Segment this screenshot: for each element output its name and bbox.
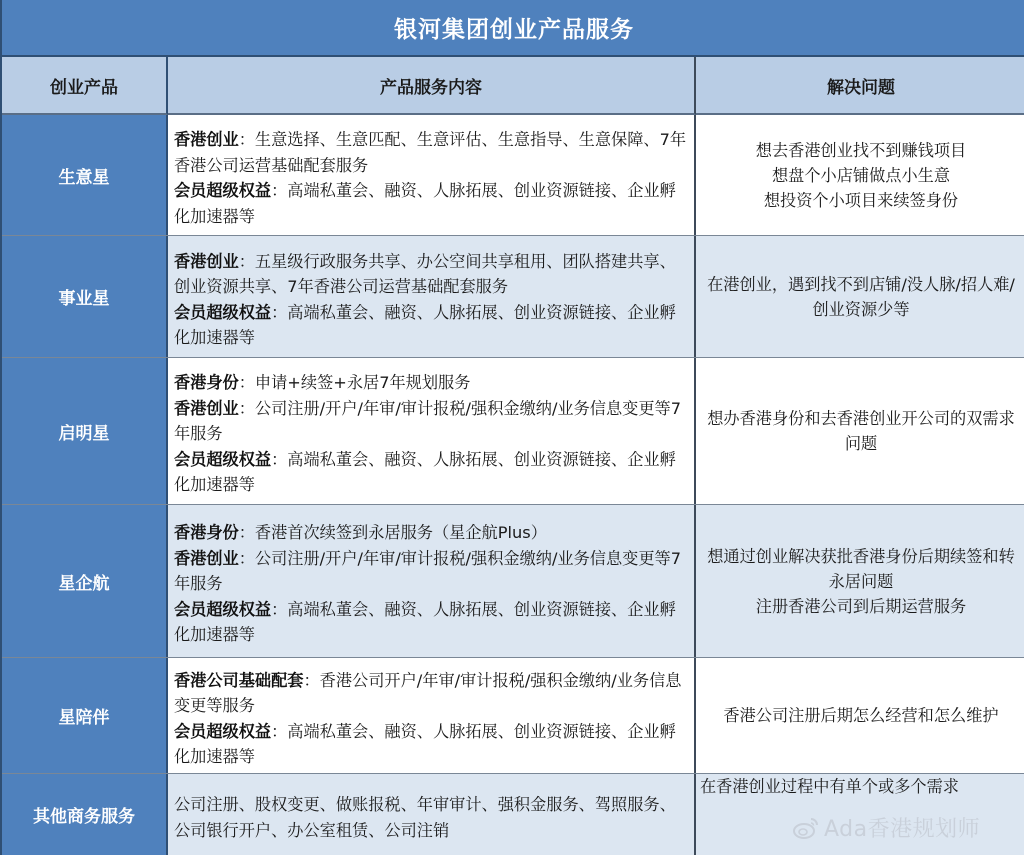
service-content (168, 505, 696, 657)
content-label: 香港创业 (174, 130, 239, 149)
problem-cell (696, 236, 1024, 357)
content-label: 会员超级权益 (174, 181, 272, 200)
content-line (174, 396, 688, 447)
weibo-icon (792, 816, 820, 840)
content-line (174, 597, 688, 648)
service-content (168, 358, 696, 504)
service-content (168, 115, 696, 235)
content-text: ：高端私董会、融资、人脉拓展、创业资源链接、企业孵化加速器等 (174, 721, 676, 766)
header-content: 产品服务内容 (168, 57, 696, 115)
content-text: ：申请+续签+永居7年规划服务 (238, 373, 471, 393)
content-line (174, 249, 688, 300)
content-label: 会员超级权益 (174, 721, 272, 741)
problem-cell (696, 358, 1024, 504)
content-line (174, 370, 688, 396)
product-name: 启明星 (2, 358, 168, 504)
product-name: 事业星 (2, 236, 168, 357)
content-label: 会员超级权益 (174, 449, 272, 469)
problem-cell (696, 658, 1024, 773)
watermark (792, 812, 980, 843)
content-text: ：生意选择、生意匹配、生意评估、生意指导、生意保障、7年香港公司运营基础配套服务 (174, 130, 687, 175)
table-row (2, 658, 1024, 774)
content-label: 香港创业 (174, 398, 239, 418)
problem-line: 香港公司注册后期怎么经营和怎么维护 (723, 706, 999, 725)
content-line (174, 447, 688, 498)
content-label: 香港身份 (174, 523, 239, 543)
table-row (2, 115, 1024, 236)
problem-line: 在港创业，遇到找不到店铺/没人脉/招人难/创业资源少等 (707, 274, 1015, 319)
problem-cell (696, 115, 1024, 235)
problem-line: 想投资个小项目来续签身份 (763, 190, 959, 210)
product-name: 星陪伴 (2, 658, 168, 773)
problem-line: 在香港创业过程中有单个或多个需求 (700, 777, 959, 796)
problem-line: 想办香港身份和去香港创业开公司的双需求问题 (707, 409, 1015, 453)
content-text: 公司注册、股权变更、做账报税、年审审计、强积金服务、驾照服务、公司银行开户、办公室租赁、公司注销 (174, 795, 676, 840)
content-line (174, 520, 688, 546)
content-label: 会员超级权益 (174, 302, 272, 322)
content-label: 会员超级权益 (174, 599, 272, 619)
service-content (168, 658, 696, 773)
problem-line: 想去香港创业找不到赚钱项目 (755, 140, 967, 160)
problem-line: 注册香港公司到后期运营服务 (755, 596, 967, 616)
product-name: 星企航 (2, 505, 168, 657)
problem-cell (696, 505, 1024, 657)
problem-line: 想盘个小店铺做点小生意 (771, 165, 951, 185)
content-line (174, 719, 688, 770)
content-text: ：高端私董会、融资、人脉拓展、创业资源链接、企业孵化加速器等 (174, 599, 676, 645)
content-text: ：高端私董会、融资、人脉拓展、创业资源链接、企业孵化加速器等 (174, 302, 676, 347)
content-label: 香港身份 (174, 373, 239, 393)
header-problem: 解决问题 (696, 57, 1024, 115)
content-text: ：公司注册/开户/年审/审计报税/强积金缴纳/业务信息变更等7年服务 (174, 398, 682, 444)
content-text: ：五星级行政服务共享、办公空间共享租用、团队搭建共享、创业资源共享、7年香港公司运营基础配套服务 (174, 251, 676, 296)
problem-line: 想通过创业解决获批香港身份后期续签和转永居问题 (707, 546, 1015, 591)
table-title: 银河集团创业产品服务 (2, 0, 1024, 57)
service-content (168, 236, 696, 357)
content-line (174, 546, 688, 597)
watermark-text: Ada香港规划师 (824, 817, 981, 842)
content-line (174, 300, 688, 351)
table-row (2, 358, 1024, 505)
service-content (168, 774, 696, 855)
content-text: ：高端私董会、融资、人脉拓展、创业资源链接、企业孵化加速器等 (174, 449, 676, 495)
content-label: 香港创业 (174, 548, 239, 568)
content-label: 香港创业 (174, 251, 239, 271)
content-line (174, 178, 688, 229)
content-text: ：香港公司开户/年审/审计报税/强积金缴纳/业务信息变更等服务 (174, 670, 682, 715)
content-label: 香港公司基础配套 (174, 670, 304, 690)
content-text: ：高端私董会、融资、人脉拓展、创业资源链接、企业孵化加速器等 (174, 181, 676, 226)
content-line (174, 668, 688, 719)
table-row (2, 236, 1024, 358)
header-product: 创业产品 (2, 57, 168, 115)
table-row (2, 505, 1024, 658)
content-line (174, 127, 688, 178)
content-text: ：香港首次续签到永居服务（星企航Plus） (238, 523, 547, 543)
product-name: 其他商务服务 (2, 774, 168, 855)
content-line (174, 792, 688, 843)
content-text: ：公司注册/开户/年审/审计报税/强积金缴纳/业务信息变更等7年服务 (174, 548, 682, 594)
product-name: 生意星 (2, 115, 168, 235)
